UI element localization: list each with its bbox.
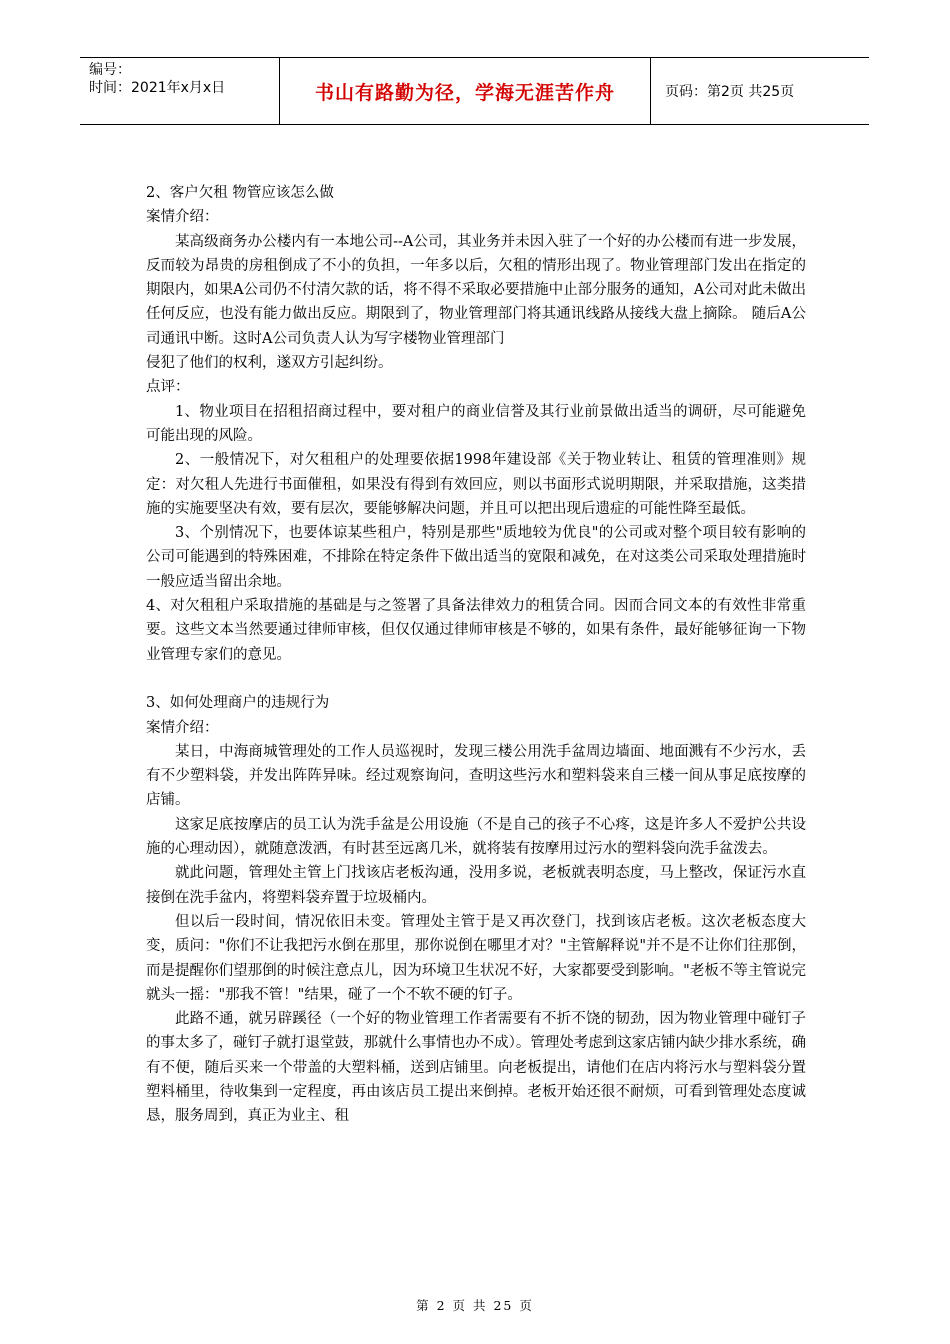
- paragraph: 4、对欠租租户采取措施的基础是与之签署了具备法律效力的租赁合同。因而合同文本的有效性非常重要。这些文本当然要通过律师审核，但仅仅通过律师审核是不够的，如果有条件，最好能够征询一下物业管理专家们的意见。: [146, 598, 806, 663]
- paragraph: 就此问题，管理处主管上门找该店老板沟通，没用多说，老板就表明态度，马上整改，保证污水直接倒在洗手盆内，将塑料袋弃置于垃圾桶内。: [146, 865, 806, 906]
- footer-page-number: 第 2 页 共 25 页: [416, 1298, 534, 1313]
- paragraph: 3、个别情况下，也要体谅某些租户，特别是那些"质地较为优良"的公司或对整个项目较有影响的公司可能遇到的特殊困难，不排除在特定条件下做出适当的宽限和减免，在对这类公司采取处理措施时一般应适当留出余地。: [146, 525, 806, 590]
- paragraph: 某日，中海商城管理处的工作人员巡视时，发现三楼公用洗手盆周边墙面、地面溅有不少污水，丢有不少塑料袋，并发出阵阵异味。经过观察询问，查明这些污水和塑料袋来自三楼一间从事足底按摩的店铺。: [146, 743, 806, 809]
- paragraph: 3、如何处理商户的违规行为: [146, 695, 330, 712]
- paragraph: 案情介绍：: [146, 719, 219, 736]
- document-time-label: 时间：2021年x月x日: [89, 80, 226, 96]
- header-page-cell: [651, 58, 869, 124]
- paragraph: 2、一般情况下，对欠租租户的处理要依据1998年建设部《关于物业转让、租赁的管理准则》规定：对欠租人先进行书面催租，如果没有得到有效回应，则以书面形式说明期限，并采取措施，这类措施的实施要坚决有效，要有层次，要能够解决问题，并且可以把出现后遗症的可能性降至最低。: [146, 452, 806, 517]
- paragraph: [146, 667, 806, 691]
- paragraph: 侵犯了他们的权利，遂双方引起纠纷。: [146, 355, 393, 372]
- paragraph: 某高级商务办公楼内有一本地公司--A公司，其业务并未因入驻了一个好的办公楼而有进一步发展，反而较为昂贵的房租倒成了不小的负担，一年多以后，欠租的情形出现了。物业管理部门发出在指定的期限内，如果A公司仍不付清欠款的话，将不得不采取必要措施中止部分服务的通知，A公司对此未做出任何反应，也没有能力做出反应。期限到了，物业管理部门将其通讯线路从接线大盘上摘除。 随后A公司通讯中断。这时A公司负责人认为写字楼物业管理部门: [146, 233, 806, 347]
- paragraph: 此路不通，就另辟蹊径（一个好的物业管理工作者需要有不折不饶的韧劲，因为物业管理中碰钉子的事太多了，碰钉子就打退堂鼓，那就什么事情也办不成）。管理处考虑到这家店铺内缺少排水系统，确有不便，随后买来一个带盖的大塑料桶，送到店铺里。向老板提出，请他们在店内将污水与塑料袋分置塑料桶里，待收集到一定程度，再由该店员工提出来倒掉。老板开始还很不耐烦，可看到管理处态度诚恳，服务周到，真正为业主、租: [146, 1011, 806, 1125]
- paragraph: 这家足底按摩店的员工认为洗手盆是公用设施（不是自己的孩子不心疼，这是许多人不爱护公共设施的心理动因），就随意泼洒，有时甚至远离几米，就将装有按摩用过污水的塑料袋向洗手盆泼去。: [146, 816, 806, 858]
- paragraph: 案情介绍：: [146, 209, 219, 226]
- header-motto: 书山有路勤为径，学海无涯苦作舟: [314, 81, 615, 104]
- page-footer: [0, 1296, 950, 1314]
- document-header: [80, 57, 869, 125]
- document-body: [146, 181, 806, 1129]
- header-motto-cell: [280, 58, 651, 124]
- header-info-cell: [80, 58, 280, 124]
- header-page-info: 页码：第2页 共25页: [665, 84, 795, 100]
- document-number-label: 编号：: [89, 62, 131, 78]
- paragraph: 点评：: [146, 379, 190, 396]
- paragraph: 但以后一段时间，情况依旧未变。管理处主管于是又再次登门，找到该店老板。这次老板态度大变，质问："你们不让我把污水倒在那里，那你说倒在哪里才对？"主管解释说"并不是不让你们往那倒，而是提醒你们望那倒的时候注意点儿，因为环境卫生状况不好，大家都要受到影响。"老板不等主管说完就头一摇："那我不管！"结果，碰了一个不软不硬的钉子。: [146, 913, 806, 1003]
- paragraph: 2、客户欠租 物管应该怎么做: [146, 185, 334, 201]
- paragraph: 1、物业项目在招租招商过程中，要对租户的商业信誉及其行业前景做出适当的调研，尽可能避免可能出现的风险。: [146, 403, 806, 444]
